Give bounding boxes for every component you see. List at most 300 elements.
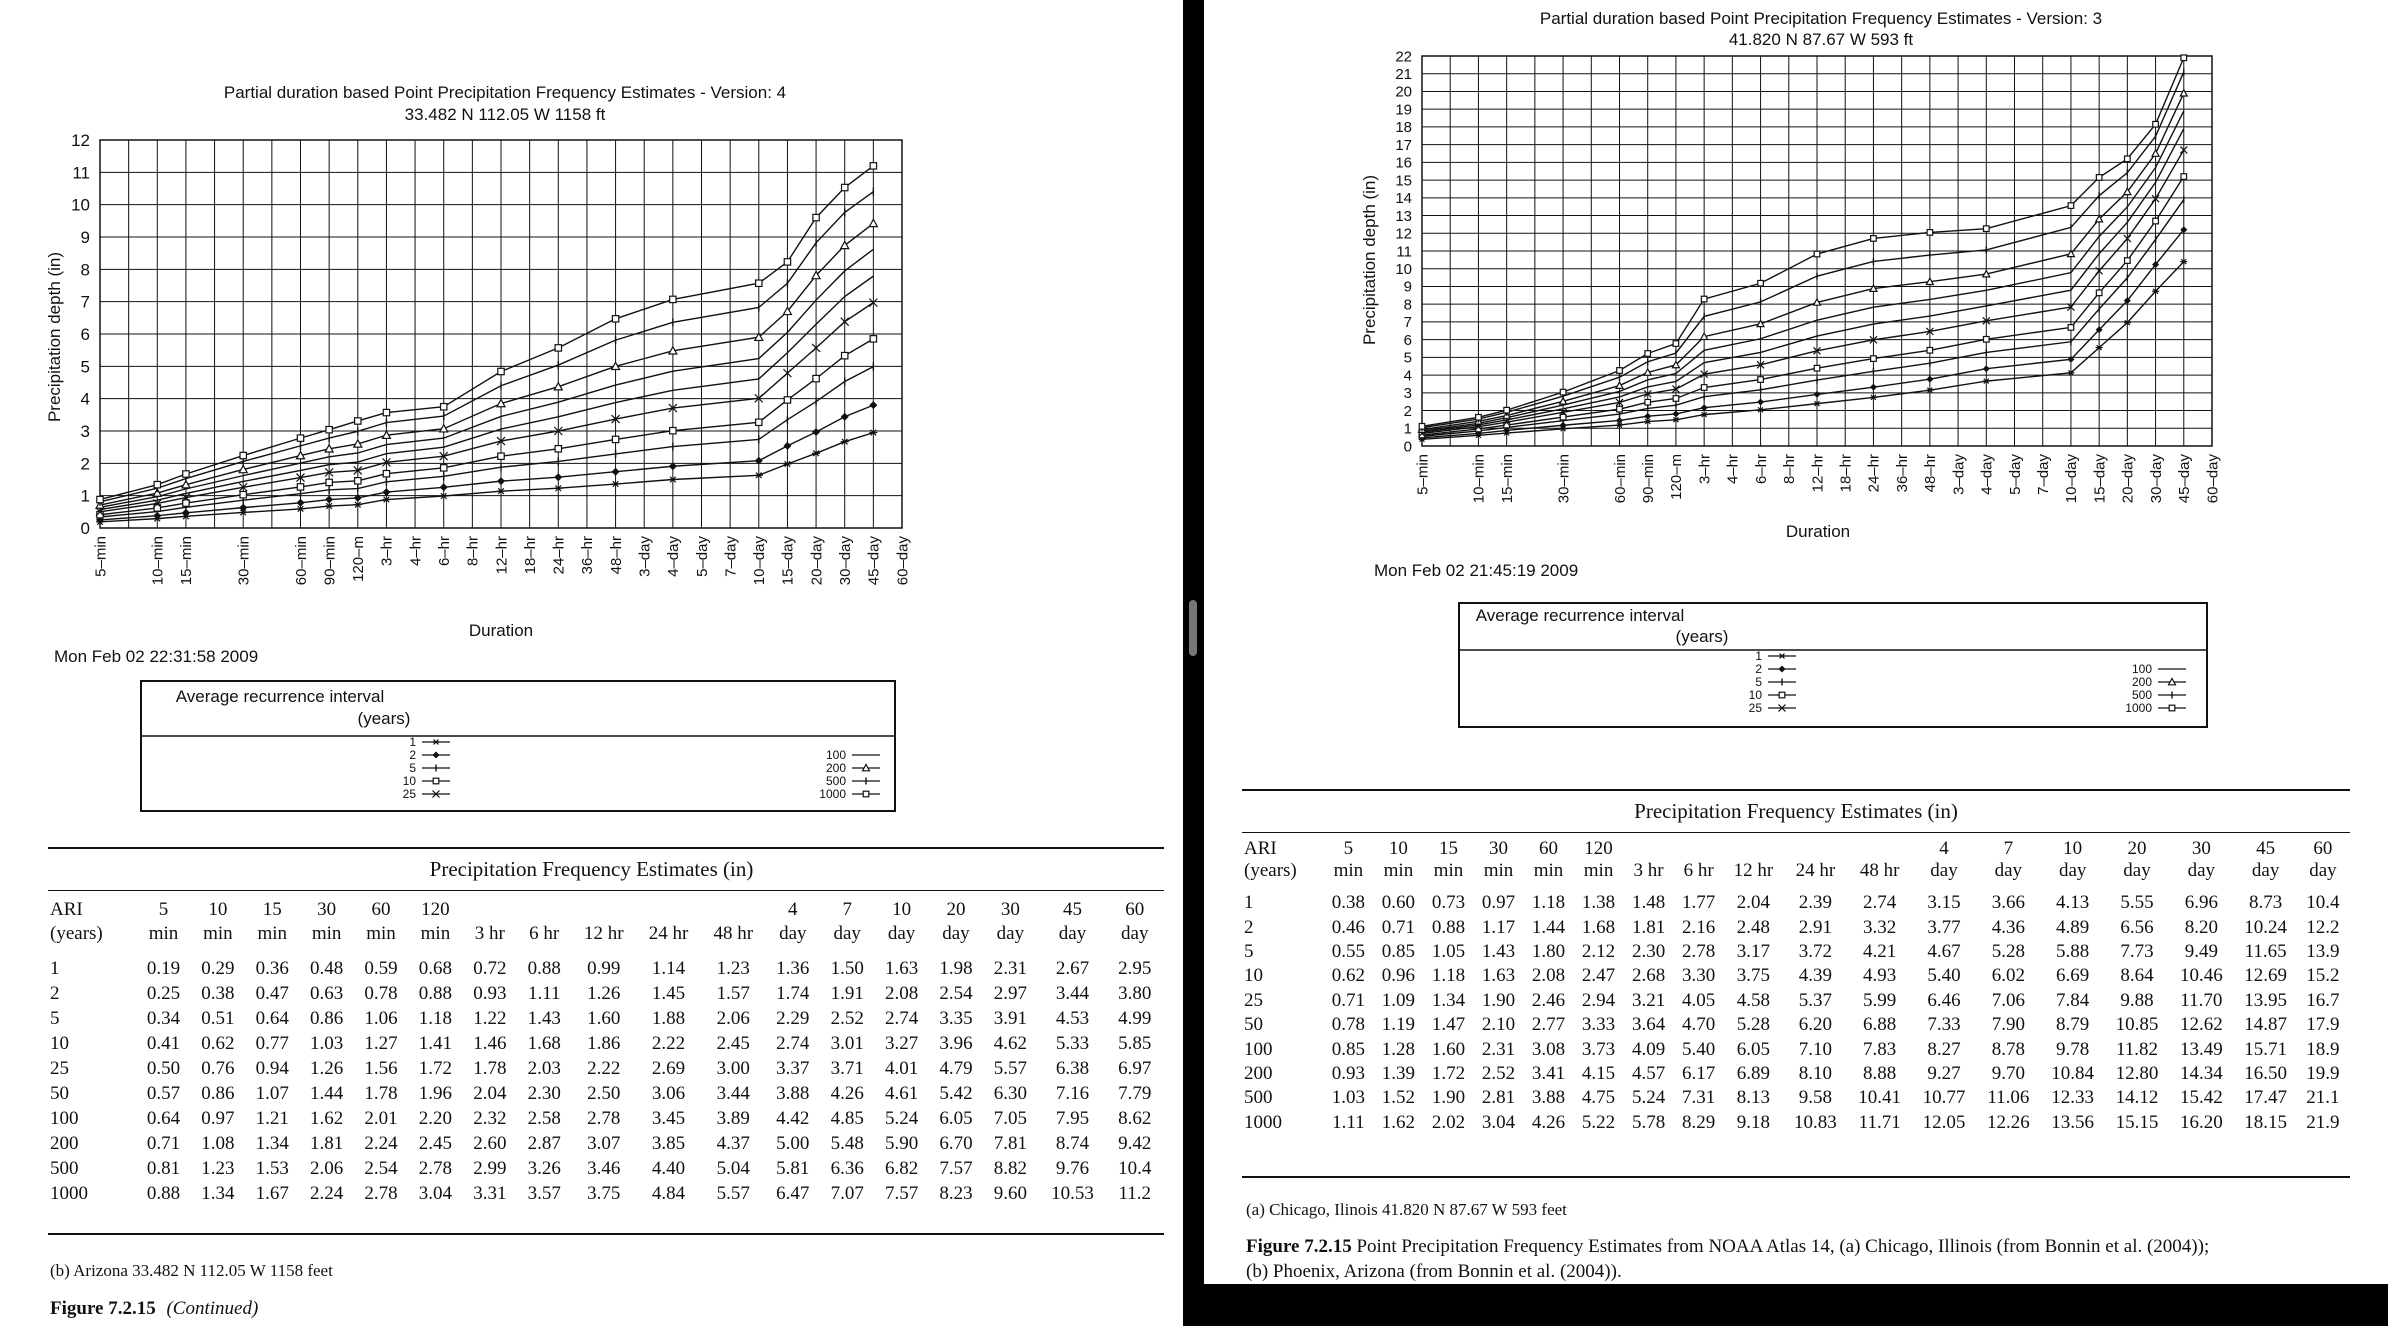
value-cell: 10.4 [2306, 892, 2340, 914]
value-cell: 1.44 [310, 1082, 344, 1104]
table-header-cell: 4 [788, 899, 798, 920]
value-cell: 7.16 [1055, 1082, 1090, 1104]
value-cell: 1.90 [1431, 1087, 1466, 1109]
value-cell: 11.06 [1987, 1087, 2030, 1109]
value-cell: 1.36 [776, 957, 810, 979]
x-tick-label: 60–day [2204, 454, 2222, 504]
data-point [1983, 226, 1989, 232]
value-cell: 6.89 [1736, 1062, 1771, 1084]
value-cell: 5.88 [2056, 940, 2090, 962]
value-cell: 1.27 [364, 1032, 398, 1054]
value-cell: 1.34 [255, 1132, 289, 1154]
value-cell: 0.71 [146, 1132, 181, 1154]
table-row [1244, 1062, 2348, 1086]
value-cell: 2.48 [1736, 916, 1771, 938]
table-header-cell: 10 [208, 899, 228, 920]
value-cell: 0.77 [255, 1032, 289, 1054]
value-cell: 11.65 [2244, 940, 2287, 962]
data-point [326, 427, 332, 433]
value-cell: 15.2 [2306, 965, 2340, 987]
data-point [555, 345, 561, 351]
table-header-cell: min [203, 923, 233, 944]
chart-subtitle: 41.820 N 87.67 W 593 ft [1728, 30, 1914, 49]
value-cell: 11.82 [2115, 1038, 2159, 1060]
value-cell: 6.20 [1798, 1014, 1832, 1036]
value-cell: 2.78 [587, 1107, 621, 1129]
y-tick-label: 9 [80, 227, 90, 247]
value-cell: 0.73 [1431, 892, 1466, 914]
value-cell: 2.99 [473, 1157, 507, 1179]
x-tick-label: 20–day [808, 536, 826, 586]
value-cell: 1.56 [364, 1057, 398, 1079]
data-point [441, 404, 447, 410]
table-header-cell: day [2187, 860, 2216, 881]
table-header-cell [1848, 838, 1912, 860]
value-cell: 2.30 [527, 1082, 561, 1104]
value-cell: 1.46 [473, 1032, 507, 1054]
value-cell: 4.57 [1631, 1062, 1666, 1084]
value-cell: 12.26 [1986, 1111, 2030, 1133]
y-tick-label: 10 [71, 195, 90, 215]
value-cell: 5.42 [939, 1082, 973, 1104]
value-cell: 18.15 [2244, 1111, 2288, 1133]
data-point [813, 375, 819, 381]
value-cell: 1.62 [1381, 1111, 1416, 1133]
data-point [240, 491, 246, 497]
value-cell: 4.05 [1681, 989, 1716, 1011]
data-point [555, 446, 561, 452]
y-tick-label: 1 [80, 486, 90, 506]
y-tick-label: 8 [80, 260, 90, 280]
value-cell: 1.88 [651, 1007, 686, 1029]
data-point [2096, 290, 2102, 296]
data-point [2125, 156, 2131, 162]
value-cell: 0.29 [201, 957, 235, 979]
table-header-cell: 10 [2063, 838, 2083, 859]
value-cell: 3.37 [776, 1057, 810, 1079]
table-header-cell: 5 [158, 899, 169, 920]
value-cell: 5.78 [1631, 1111, 1666, 1133]
table-header-cell: min [420, 923, 451, 944]
right-page [1204, 0, 2388, 1284]
data-point [1871, 356, 1877, 362]
value-cell: 0.57 [146, 1082, 181, 1104]
table-row [1244, 915, 2348, 939]
value-cell: 0.88 [527, 957, 561, 979]
data-point [297, 435, 303, 441]
table-header-cell: day [996, 923, 1025, 944]
value-cell: 4.99 [1118, 1007, 1152, 1029]
y-tick-label: 4 [1403, 367, 1412, 385]
table-header-cell [463, 898, 517, 922]
table-header-cell: 12 hr [583, 923, 624, 944]
value-cell: 0.96 [1381, 965, 1416, 987]
value-cell: 1.63 [884, 957, 919, 979]
data-point [1927, 230, 1933, 236]
value-cell: 1.78 [364, 1082, 398, 1104]
x-tick-label: 4–hr [407, 536, 425, 567]
value-cell: 5.57 [993, 1057, 1027, 1079]
value-cell: 12.05 [1922, 1111, 1966, 1133]
x-tick-label: 4–day [1978, 454, 1996, 495]
value-cell: 1.21 [255, 1107, 289, 1129]
value-cell: 1.91 [830, 982, 864, 1004]
value-cell: 5.28 [1991, 940, 2025, 962]
value-cell: 21.9 [2306, 1111, 2340, 1133]
x-axis-title: Duration [1785, 522, 1851, 541]
y-tick-label: 6 [80, 324, 90, 344]
x-tick-label: 5–day [2006, 454, 2024, 495]
table-row [1244, 989, 2348, 1013]
data-point [1983, 336, 1989, 342]
value-cell: 3.04 [1481, 1111, 1516, 1133]
value-cell: 9.76 [1055, 1157, 1090, 1179]
value-cell: 10.4 [1118, 1157, 1152, 1179]
value-cell: 5.28 [1736, 1014, 1771, 1036]
table-row [50, 1056, 1162, 1081]
value-cell: 21.1 [2306, 1087, 2340, 1109]
x-tick-label: 5–day [693, 536, 711, 577]
value-cell: 4.13 [2056, 892, 2090, 914]
table-title: Precipitation Frequency Estimates (in) [1634, 799, 1958, 823]
data-point [441, 465, 447, 471]
value-cell: 6.05 [1736, 1038, 1771, 1060]
y-tick-label: 0 [80, 518, 90, 538]
table-header-cell: min [1533, 860, 1564, 881]
value-cell: 2.68 [1631, 965, 1666, 987]
value-cell: 1.28 [1381, 1038, 1416, 1060]
x-tick-label: 15–min [178, 536, 196, 586]
value-cell: 4.36 [1991, 916, 2025, 938]
value-cell: 8.64 [2120, 965, 2154, 987]
x-tick-label: 24–hr [1865, 454, 1883, 493]
y-tick-label: 6 [1403, 331, 1412, 349]
value-cell: 3.27 [884, 1032, 919, 1054]
table-header-cell: 30 [2191, 838, 2211, 859]
y-tick-label: 11 [72, 163, 90, 183]
value-cell: 12.33 [2051, 1087, 2095, 1109]
x-tick-label: 30–min [235, 536, 253, 586]
ari-cell: 1000 [50, 1182, 88, 1204]
table-header-cell: min [1583, 860, 1614, 881]
value-cell: 10.53 [1051, 1182, 1094, 1204]
value-cell: 14.87 [2244, 1014, 2288, 1036]
data-point [297, 484, 303, 490]
table-header-cell: 30 [317, 899, 337, 920]
table-header-cell: min [148, 923, 179, 944]
value-cell: 5.00 [776, 1132, 810, 1154]
value-cell: 1.18 [1431, 965, 1466, 987]
value-cell: 7.79 [1118, 1082, 1152, 1104]
value-cell: 1.72 [1431, 1062, 1466, 1084]
data-point [1504, 407, 1510, 413]
value-cell: 2.60 [473, 1132, 507, 1154]
value-cell: 8.88 [1863, 1062, 1897, 1084]
table-row [50, 1156, 1162, 1181]
value-cell: 2.31 [1481, 1038, 1516, 1060]
value-cell: 0.68 [418, 957, 453, 979]
data-point [842, 184, 848, 190]
value-cell: 2.31 [993, 957, 1027, 979]
x-tick-label: 5–min [1414, 454, 1432, 495]
data-point [1701, 296, 1707, 302]
value-cell: 2.50 [587, 1082, 621, 1104]
value-cell: 9.49 [2184, 940, 2218, 962]
x-tick-label: 120–m [1668, 454, 1686, 500]
x-tick-label: 3–day [1950, 454, 1968, 495]
ari-cell: 500 [50, 1157, 79, 1179]
data-point [784, 397, 790, 403]
value-cell: 1.96 [418, 1082, 453, 1104]
value-cell: 4.62 [993, 1032, 1027, 1054]
value-cell: 0.86 [201, 1082, 235, 1104]
value-cell: 1.62 [310, 1107, 344, 1129]
value-cell: 3.15 [1927, 892, 1961, 914]
data-point [1673, 341, 1679, 347]
value-cell: 1.90 [1481, 989, 1516, 1011]
value-cell: 4.79 [939, 1057, 973, 1079]
caption-label: Figure 7.2.15 [1246, 1236, 1352, 1257]
ari-cell: 50 [1244, 1014, 1263, 1036]
table-row [50, 981, 1162, 1006]
value-cell: 1.72 [418, 1057, 453, 1079]
chart-title: Partial duration based Point Precipitation Frequency Estimates - Version: 4 [223, 83, 787, 102]
value-cell: 1.78 [473, 1057, 507, 1079]
value-cell: 0.38 [1331, 892, 1366, 914]
x-tick-label: 30–min [1555, 454, 1573, 504]
left-page [0, 0, 1183, 1326]
data-point [498, 453, 504, 459]
x-tick-label: 10–day [751, 536, 769, 586]
legend-title: Average recurrence interval [175, 687, 385, 706]
table-title: Precipitation Frequency Estimates (in) [429, 857, 754, 881]
value-cell: 4.67 [1927, 940, 1961, 962]
value-cell: 17.47 [2244, 1087, 2288, 1109]
table-header-cell: 60 [2313, 838, 2333, 859]
table-header-cell [636, 898, 701, 922]
value-cell: 2.39 [1798, 892, 1832, 914]
value-cell: 12.80 [2115, 1062, 2159, 1084]
data-point [355, 418, 361, 424]
value-cell: 0.36 [255, 957, 289, 979]
x-axis-title: Duration [468, 621, 534, 640]
table-header-row [50, 898, 1162, 922]
value-cell: 10.41 [1858, 1087, 1902, 1109]
table-header-cell: day [942, 923, 970, 944]
value-cell: 9.18 [1736, 1111, 1771, 1133]
table-header-cell: min [257, 923, 288, 944]
value-cell: 2.87 [527, 1132, 561, 1154]
table-header-cell: min [366, 923, 396, 944]
data-point [240, 452, 246, 458]
split-view-handle[interactable] [1189, 600, 1197, 656]
table-header-cell: 10 [892, 899, 912, 920]
value-cell: 2.52 [830, 1007, 864, 1029]
value-cell: 6.82 [884, 1157, 919, 1179]
table-row [1244, 1086, 2348, 1110]
ari-cell: 2 [50, 982, 60, 1004]
table-header-cell: day [833, 923, 861, 944]
value-cell: 7.57 [939, 1157, 973, 1179]
value-cell: 0.46 [1331, 916, 1366, 938]
value-cell: 5.33 [1055, 1032, 1090, 1054]
y-axis-title: Precipitation depth (in) [1360, 174, 1379, 346]
ari-cell: 10 [1244, 965, 1263, 987]
value-cell: 4.75 [1581, 1087, 1616, 1109]
ari-cell: 100 [50, 1107, 79, 1129]
value-cell: 4.37 [716, 1132, 750, 1154]
value-cell: 2.58 [527, 1107, 561, 1129]
value-cell: 1.06 [364, 1007, 398, 1029]
x-tick-label: 15–min [1498, 454, 1516, 504]
value-cell: 0.62 [1331, 965, 1366, 987]
value-cell: 1.23 [201, 1157, 235, 1179]
x-tick-label: 10–min [149, 536, 167, 586]
value-cell: 1.26 [310, 1057, 344, 1079]
figure-label: Figure 7.2.15 [50, 1298, 156, 1319]
value-cell: 2.95 [1118, 957, 1152, 979]
value-cell: 3.08 [1531, 1038, 1566, 1060]
value-cell: 2.54 [364, 1157, 398, 1179]
value-cell: 16.7 [2306, 989, 2340, 1011]
caption-text: Point Precipitation Frequency Estimates from NOAA Atlas 14, (a) Chicago, Illinois (from Bonnin et al. (2004)); [1356, 1236, 2210, 1257]
legend-title: Average recurrence interval [1475, 606, 1685, 625]
table-header-cell: day [2309, 860, 2337, 881]
value-cell: 5.24 [1631, 1087, 1666, 1109]
value-cell: 3.64 [1631, 1014, 1666, 1036]
x-tick-label: 7–day [2034, 454, 2052, 495]
value-cell: 1.11 [527, 982, 561, 1004]
legend-label: 100 [2131, 662, 2152, 676]
value-cell: 1.18 [1531, 892, 1566, 914]
data-point [1758, 280, 1764, 286]
table-header-cell: 48 hr [1859, 860, 1900, 881]
value-cell: 3.88 [776, 1082, 810, 1104]
x-tick-label: 12–hr [493, 536, 511, 575]
x-tick-label: 60–min [292, 536, 310, 586]
value-cell: 1.22 [473, 1007, 507, 1029]
table-row [1244, 891, 2348, 915]
value-cell: 13.95 [2244, 989, 2288, 1011]
value-cell: 3.00 [716, 1057, 750, 1079]
table-header-cell [1624, 838, 1674, 860]
value-cell: 2.47 [1581, 965, 1616, 987]
x-tick-label: 15–day [779, 536, 797, 586]
ari-cell: 200 [1244, 1062, 1273, 1084]
table-header-cell: 24 hr [1795, 860, 1836, 881]
value-cell: 5.24 [884, 1107, 919, 1129]
table-header-cell: 4 [1939, 838, 1949, 859]
table-row [1244, 1037, 2348, 1061]
table-header-cell [1724, 838, 1784, 860]
value-cell: 10.85 [2115, 1014, 2159, 1036]
ari-cell: 1 [1244, 892, 1254, 914]
value-cell: 0.72 [473, 957, 507, 979]
value-cell: 2.78 [364, 1182, 398, 1204]
ari-cell: 5 [50, 1007, 60, 1029]
value-cell: 3.75 [587, 1182, 621, 1204]
x-tick-label: 15–day [2091, 454, 2109, 504]
legend-label: 10 [402, 774, 416, 788]
arizona-chart [0, 0, 1183, 680]
data-point [383, 409, 389, 415]
value-cell: 2.54 [939, 982, 973, 1004]
value-cell: 1.18 [418, 1007, 453, 1029]
y-tick-label: 18 [1395, 119, 1412, 137]
figure-note: (Continued) [166, 1298, 259, 1319]
value-cell: 5.22 [1581, 1111, 1616, 1133]
y-tick-label: 21 [1395, 65, 1412, 83]
value-cell: 3.77 [1927, 916, 1961, 938]
value-cell: 18.9 [2306, 1038, 2340, 1060]
table-header-cell: 120 [421, 899, 450, 920]
legend-label: 25 [402, 787, 416, 801]
timestamp: Mon Feb 02 21:45:19 2009 [1374, 561, 1579, 580]
data-point [670, 427, 676, 433]
data-point [2068, 325, 2074, 331]
subcaption: (b) Arizona 33.482 N 112.05 W 1158 feet [50, 1261, 333, 1280]
value-cell: 1.52 [1381, 1087, 1416, 1109]
value-cell: 4.40 [651, 1157, 686, 1179]
data-point [1871, 236, 1877, 242]
table-header-cell: 45 [2256, 838, 2276, 859]
table-header-cell: day [1058, 923, 1087, 944]
caption-text-2: (b) Phoenix, Arizona (from Bonnin et al. (2004)). [1246, 1261, 1622, 1282]
x-tick-label: 120–m [350, 536, 368, 582]
data-point [498, 368, 504, 374]
value-cell: 1.45 [651, 982, 686, 1004]
value-cell: 9.60 [993, 1182, 1027, 1204]
table-header-cell: min [1483, 860, 1514, 881]
value-cell: 2.67 [1055, 957, 1090, 979]
table-header-cell: 60 [371, 899, 391, 920]
value-cell: 2.91 [1798, 916, 1832, 938]
value-cell: 0.97 [201, 1107, 235, 1129]
value-cell: 2.02 [1431, 1111, 1466, 1133]
data-point [1927, 347, 1933, 353]
data-point [842, 352, 848, 358]
value-cell: 2.22 [587, 1057, 621, 1079]
data-point [1476, 414, 1482, 420]
x-tick-label: 90–min [1639, 454, 1657, 504]
table-row [1244, 1013, 2348, 1037]
value-cell: 16.20 [2179, 1111, 2223, 1133]
chart-title: Partial duration based Point Precipitation Frequency Estimates - Version: 3 [1539, 9, 2103, 28]
table-row [1244, 1111, 2348, 1135]
value-cell: 0.78 [364, 982, 398, 1004]
data-point [870, 336, 876, 342]
legend-label: 500 [2131, 688, 2152, 702]
x-tick-label: 48–hr [607, 536, 625, 575]
value-cell: 7.83 [1863, 1038, 1897, 1060]
y-tick-label: 22 [1395, 48, 1412, 66]
value-cell: 0.86 [310, 1007, 344, 1029]
value-cell: 1.57 [716, 982, 750, 1004]
table-header-cell: ARI [50, 899, 83, 920]
y-tick-label: 11 [1396, 243, 1412, 261]
value-cell: 1.41 [418, 1032, 453, 1054]
value-cell: 9.78 [2056, 1038, 2090, 1060]
y-tick-label: 1 [1403, 420, 1412, 438]
y-tick-label: 2 [80, 454, 90, 474]
data-point [2153, 218, 2159, 224]
data-point [670, 296, 676, 302]
value-cell: 2.24 [364, 1132, 398, 1154]
value-cell: 3.75 [1736, 965, 1771, 987]
value-cell: 0.55 [1331, 940, 1366, 962]
legend [140, 680, 900, 814]
value-cell: 8.29 [1681, 1111, 1716, 1133]
